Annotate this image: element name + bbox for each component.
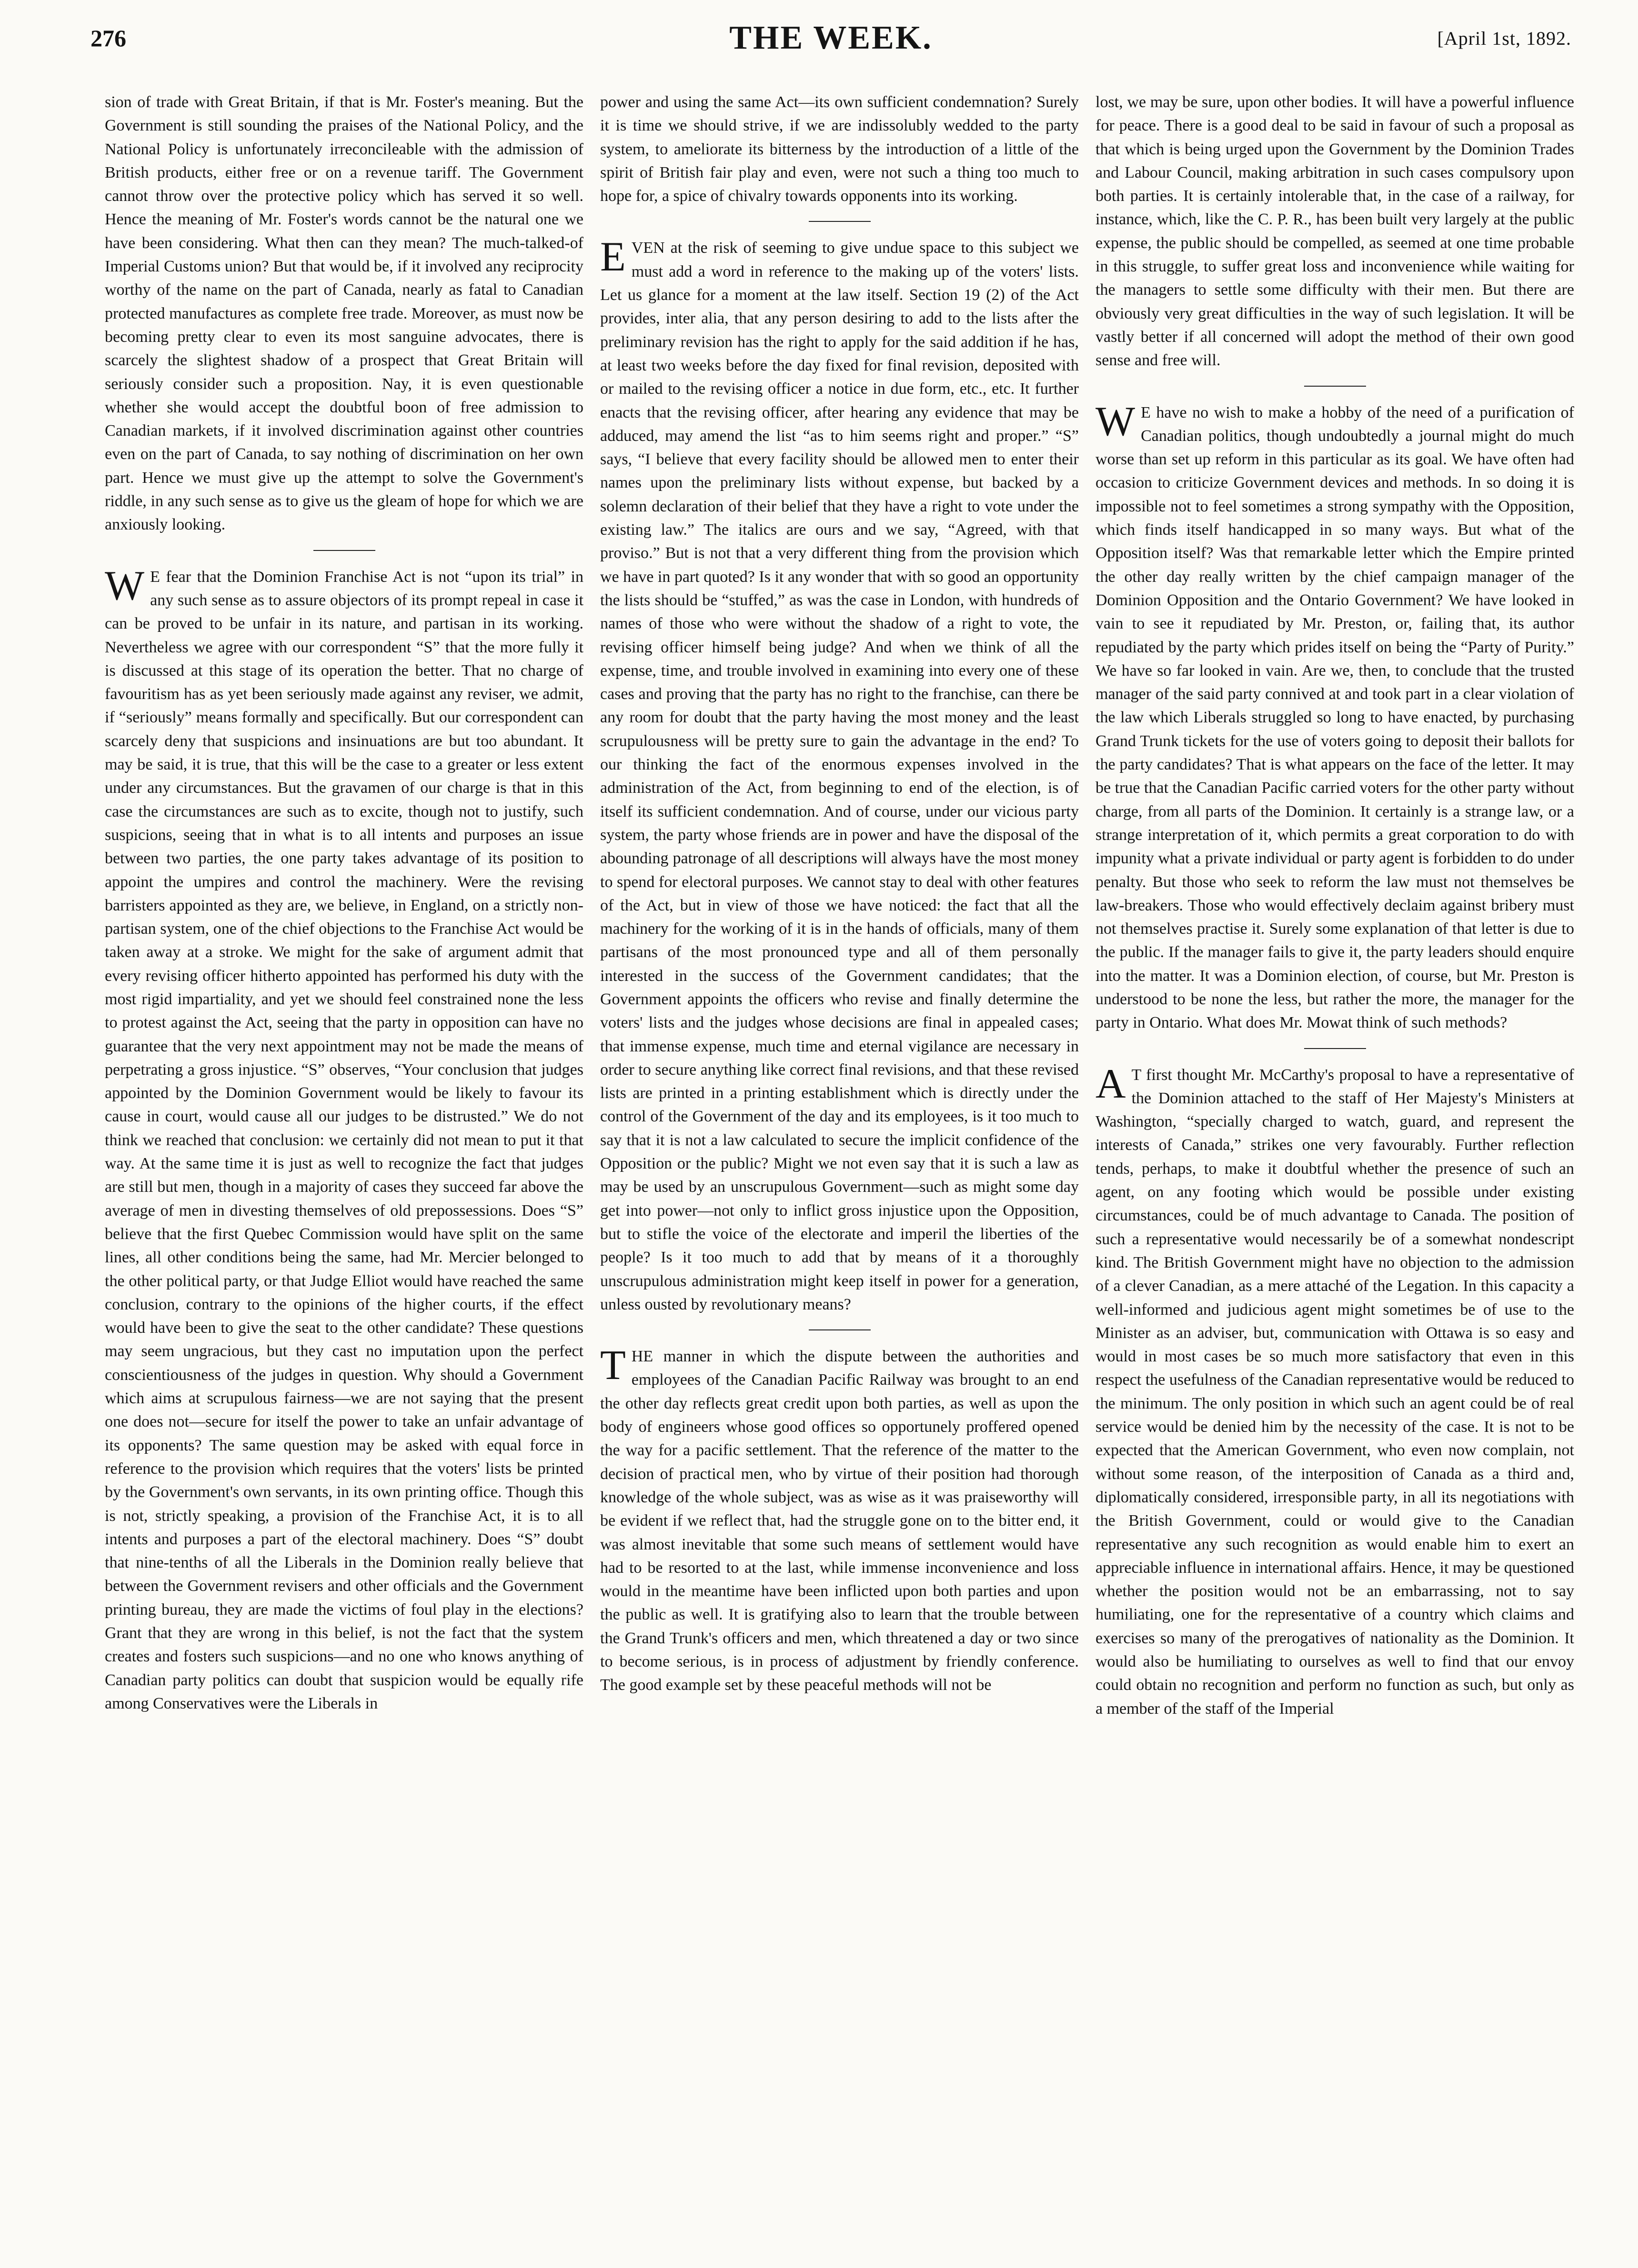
column-3 bbox=[1095, 90, 1574, 1720]
column-1 bbox=[105, 90, 583, 1715]
article-franchise-act-continued: power and using the same Act—its own sufficient condemnation? Surely it is time we should strive, if we are indissolubly wedded to the party system, to ameliorate its bitterness by the introduction of a little of the spirit of British fair play and even, were not such a thing too much to hope for, a spice of chivalry towards opponents into its working. bbox=[600, 93, 1079, 205]
section-divider bbox=[1304, 1048, 1366, 1049]
article-railway-dispute-continued: lost, we may be sure, upon other bodies. It will have a powerful influence for peace. There is a good deal to be said in favour of such a proposal as that which is being urged upon the Government by the Dominion Trades and Labour Council, making arbitration in such cases compulsory upon both parties. It is certainly intolerable that, in the case of a railway, for instance, which, like the C. P. R., has been built very largely at the public expense, the public should be compelled, as seemed at one time probable in this struggle, to suffer great loss and inconvenience while waiting for the managers to settle some difficulty with their men. But there are obviously very great difficulties in the way of such legislation. It will be vastly better if all concerned will adopt the method of their own good sense and free will. bbox=[1095, 93, 1574, 370]
section-divider bbox=[1304, 386, 1366, 387]
article-washington-representative: AT first thought Mr. McCarthy's proposal to have a representative of the Dominion attached to the staff of Her Majesty's Ministers at Washington, “specially charged to watch, guard, and represent the interests of Canada,” strikes one very favourably. Further reflection tends, perhaps, to make it doubtful whether the presence of such an agent, on any footing which would be possible under existing circumstances, could be of much advantage to Canada. The position of such a representative would necessarily be of a somewhat nondescript kind. The British Government might have no objection to the admission of a clever Canadian, as a mere attaché of the Legation. In this capacity a well-informed and judicious agent might sometimes be of use to the Minister as an adviser, but, communication with Ottawa is so easy and would in most cases be so much more satisfactory that even in this respect the usefulness of the Canadian representative would be reduced to the minimum. The only position in which such an agent could be of real service would be denied him by the necessity of the case. It is not to be expected that the American Government, who even now complain, not without some reason, of the interposition of Canada as a third and, diplomatically considered, irresponsible party, in all its negotiations with the British Government, could or would give to the Canadian representative any such recognition as would enable him to exert an appreciable influence in international affairs. Hence, it may be questioned whether the position would not be an embarrassing, not to say humiliating, one for the representative of a country which claims and exercises so many of the prerogatives of nationality as the Dominion. It would also be humiliating to ourselves as well to find that our envoy could obtain no recognition and perform no function as such, but only as a member of the staff of the Imperial bbox=[1095, 1060, 1574, 1718]
article-railway-dispute: THE manner in which the dispute between the authorities and employees of the Canadian Pacific Railway was brought to an end the other day reflects great credit upon both parties, as well as upon the body of engineers whose good offices so opportunely proffered opened the way for a pacific settlement. That the reference of the matter to the decision of practical men, who by virtue of their position had thorough knowledge of the whole subject, was as wise as it was praiseworthy will be evident if we reflect that, had the struggle gone on to the bitter end, it was almost inevitable that some such means of settlement would have had to be resorted to at the last, while immense inconvenience and loss would in the meantime have been inflicted upon both parties and upon the public as well. It is gratifying also to learn that the trouble between the Grand Trunk's officers and men, which threatened a day or two since to become serious, is in process of adjustment by friendly conference. The good example set by these peaceful methods will not be bbox=[600, 1342, 1079, 1694]
page-number: 276 bbox=[90, 25, 126, 51]
page-header bbox=[90, 10, 1571, 67]
masthead-title: THE WEEK. bbox=[729, 20, 933, 56]
article-opposition-purity: WE have no wish to make a hobby of the need of a purification of Canadian politics, though undoubtedly a journal might do much worse than set up reform in this particular as its goal. We have often had occasion to criticize Government devices and methods. In so doing it is impossible not to feel sometimes a strong sympathy with the Opposition, which finds itself handicapped in so many ways. But what of the Opposition itself? Was that remarkable letter which the Empire printed the other day really written by the chief campaign manager of the Dominion Opposition and the Ontario Government? We have looked in vain to see it repudiated by Mr. Preston, or, failing that, its author repudiated by the party which prides itself on being the “Party of Purity.” We have so far looked in vain. Are we, then, to conclude that the trusted manager of the said party connived at and took part in a clear violation of the law which Liberals struggled so long to have enacted, by purchasing Grand Trunk tickets for the use of voters going to deposit their ballots for the party candidates? That is what appears on the face of the letter. It may be true that the Canadian Pacific carried voters for the other party without charge, from all parts of the Dominion. It certainly is a strange law, or a strange interpretation of it, which permits a great corporation to do with impunity what a private individual or party agent is forbidden to do under penalty. But those who seek to reform the law must not themselves be law-breakers. Those who would effectively declaim against bribery must not themselves practise it. Surely some explanation of that letter is due to the public. If the manager fails to give it, the party leaders should enquire into the matter. It was a Dominion election, of course, but Mr. Preston is understood to be none the less, but rather the more, the manager for the party in Ontario. What does Mr. Mowat think of such methods? bbox=[1095, 398, 1574, 1032]
issue-date: [April 1st, 1892. bbox=[1437, 27, 1571, 49]
section-divider bbox=[809, 1329, 871, 1330]
article-franchise-act: WE fear that the Dominion Franchise Act is not “upon its trial” in any such sense as to assure objectors of its prompt repeal in case it can be proved to be unfair in its nature, and partisan in its working. Nevertheless we agree with our correspondent “S” that the more fully it is discussed at this stage of its operation the better. That no charge of favouritism has as yet been seriously made against any reviser, we admit, if “seriously” means formally and specifically. But our correspondent can scarcely deny that suspicions and insinuations are but too abundant. It may be said, it is true, that this will be the case to a greater or less extent under any circumstances. But the gravamen of our charge is that in this case the circumstances are such as to excite, though not to justify, such suspicions, seeing that in what is to all intents and purposes an issue between two parties, the one party takes advantage of its position to appoint the umpires and control the machinery. Were the revising barristers appointed as they are, we believe, in England, on a strictly non-partisan system, one of the chief objections to the Franchise Act would be taken away at a stroke. We might for the sake of argument admit that every revising officer hitherto appointed has performed his duty with the most rigid impartiality, and yet we should feel constrained none the less to protest against the Act, seeing that the party in opposition can have no guarantee that the very next appointment may not be made the means of perpetrating a gross injustice. “S” observes, “Your conclusion that judges appointed by the Dominion Government would be likely to favour its cause in court, would cause all our judges to be distrusted.” We do not think we reached that conclusion: we certainly did not mean to put it that way. At the same time it is just as well to recognize the fact that judges are still but men, though in a majority of cases they succeed far above the average of men in divesting themselves of old prepossessions. Does “S” believe that the first Quebec Commission would have split on the same lines, all other conditions being the same, had Mr. Mercier belonged to the other political party, or that Judge Elliot would have reached the same conclusion, contrary to the opinions of the higher courts, if the effect would have been to give the seat to the other candidate? These questions may seem ungracious, but they cast no imputation upon the perfect conscientiousness of the judges in question. Why should a Government which aims at scrupulous fairness—we are not saying that the present one does not—secure for itself the power to take an unfair advantage of its opponents? The same question may be asked with equal force in reference to the provision which requires that the voters' lists be printed by the Government's own servants, in its own printing office. Though this is not, strictly speaking, a provision of the Franchise Act, it is to all intents and purposes a part of the electoral machinery. Does “S” doubt that nine-tenths of all the Liberals in the Dominion really believe that between the Government revisers and other officials and the Government printing bureau, they are made the victims of foul play in the elections? Grant that they are wrong in this belief, is not the fact that the system creates and fosters such suspicions—and no one who knows anything of Canadian party politics can doubt that suspicion would be equally rife among Conservatives were the Liberals in bbox=[105, 562, 583, 1712]
section-divider bbox=[809, 221, 871, 222]
article-customs-union-end: sion of trade with Great Britain, if that is Mr. Foster's meaning. But the Government is still sounding the praises of the National Policy, and the National Policy is unfortunately irreconcileable with the admission of British products, either free or on a revenue tariff. The Government cannot throw over the protective policy which has served it so well. Hence the meaning of Mr. Foster's words cannot be the natural one we have been considering. What then can they mean? The much-talked-of Imperial Customs union? But that would be, if it involved any reciprocity worthy of the name on the part of Canada, nearly as fatal to Canadian protected manufactures as complete free trade. Moreover, as must now be becoming pretty clear to even its most sanguine advocates, there is scarcely the slightest shadow of a prospect that Great Britain will seriously consider such a proposition. Nay, it is even questionable whether she would accept the doubtful boon of free admission to Canadian markets, if it involved discrimination against other countries even on the part of Canada, to say nothing of discrimination on her own part. Hence we must give up the attempt to solve the Government's riddle, in any such sense as to give us the gleam of hope for which we are anxiously looking. bbox=[105, 93, 583, 534]
section-divider bbox=[313, 550, 375, 551]
article-voters-lists: EVEN at the risk of seeming to give undue space to this subject we must add a word in reference to the making up of the voters' lists. Let us glance for a moment at the law itself. Section 19 (2) of the Act provides, inter alia, that any person desiring to add to the lists after the preliminary revision has the right to apply for the said addition if he has, at least two weeks before the day fixed for final revision, deposited with or mailed to the revising officer a notice in due form, etc., etc. It further enacts that the revising officer, after hearing any evidence that may be adduced, may amend the list “as to him seems right and proper.” “S” says, “I believe that every facility should be allowed men to enter their names upon the preliminary lists without expense, but backed by a solemn declaration of their belief that they have a right to vote under the existing law.” The italics are ours and we say, “Agreed, with that proviso.” But is not that a very different thing from the provision which we have in part quoted? Is it any wonder that with so good an opportunity the lists should be “stuffed,” as was the case in London, with hundreds of names of those who were without the shadow of a right to vote, the revising officer himself being judge? And when we think of all the expense, time, and trouble involved in examining into every one of these cases and proving that the party has no right to the franchise, can there be any room for doubt that the party having the most money and the least scrupulousness will be pretty sure to gain the advantage in the end? To our thinking the fact of the enormous expenses involved in the administration of the Act, from beginning to end of the election, is of itself its sufficient condemnation. And of course, under our vicious party system, the party whose friends are in power and have the disposal of the abounding patronage of all descriptions will always have the most money to spend for electoral purposes. We cannot stay to deal with other features of the Act, but in view of those we have noticed: the fact that all the machinery for the working of it is in the hands of officials, many of them partisans of the most pronounced type and all of them personally interested in the success of the Government candidates; that the Government appoints the officers who revise and finally determine the voters' lists and the judges whose decisions are final in appealed cases; that immense expense, much time and eternal vigilance are necessary in order to secure anything like correct final revisions, and that these revised lists are printed in a printing establishment which is directly under the control of the Government of the day and its employees, is it too much to say that it is not a law calculated to secure the implicit confidence of the Opposition or the public? Might we not even say that it is such a law as may be used by an unscrupulous Government—such as might some day get into power—not only to inflict gross injustice upon the Opposition, but to stifle the voice of the electorate and imperil the liberties of the people? Is it too much to add that by means of it a thoroughly unscrupulous administration might keep itself in power for a generation, unless ousted by revolutionary means? bbox=[600, 234, 1079, 1313]
column-2 bbox=[600, 90, 1079, 1697]
